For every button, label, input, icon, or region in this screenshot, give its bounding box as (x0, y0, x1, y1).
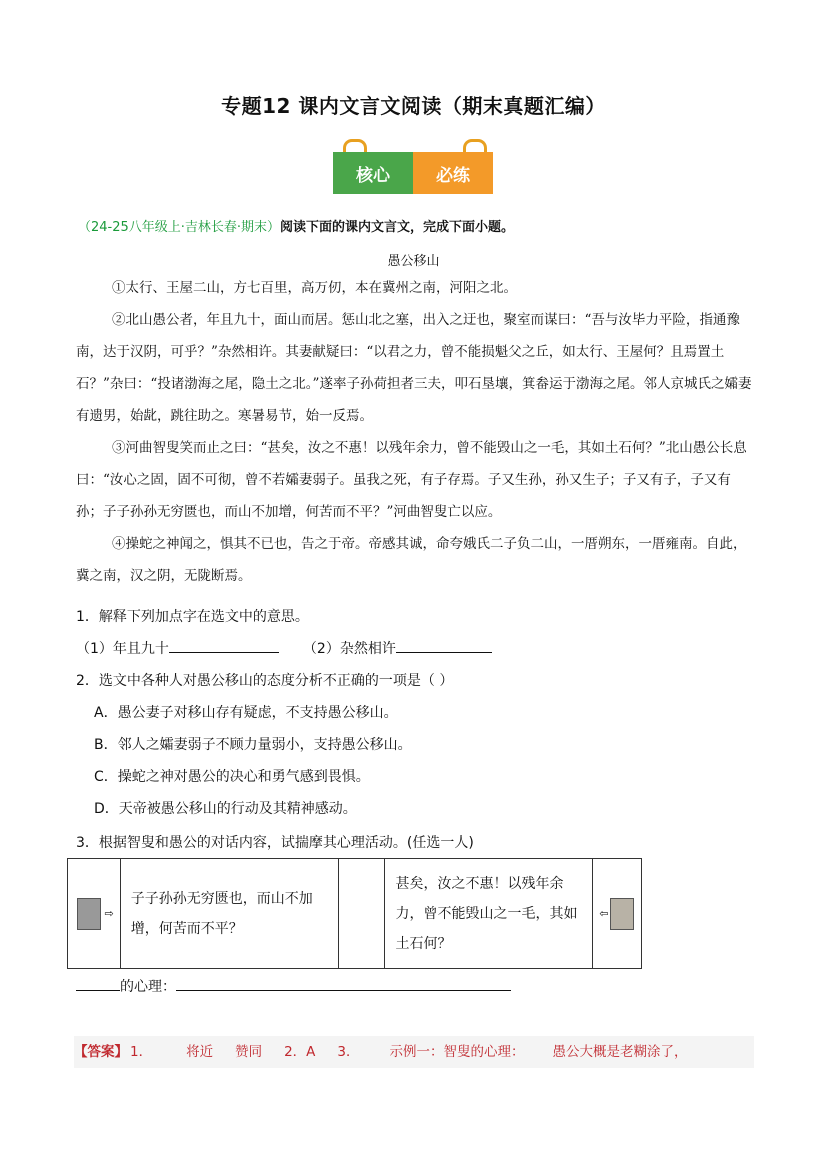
question-1-stem: 1．解释下列加点字在选文中的意思。 (76, 609, 309, 625)
arrow-right-icon: ⇨ (104, 906, 114, 920)
dialogue-table (67, 858, 642, 969)
mental-answer-line (76, 976, 511, 996)
yugong-portrait-icon (77, 898, 101, 930)
question-1-items (76, 638, 492, 658)
zhisou-quote: 甚矣，汝之不惠！以残年余力，曾不能毁山之一毛，其如土石何？ (385, 859, 593, 969)
answer-tag: 【答案】 (74, 1044, 128, 1060)
answer-item: 将近 (186, 1044, 214, 1060)
passage-paragraph-3: ③河曲智叟笑而止之曰：“甚矣，汝之不惠！以残年余力，曾不能毁山之一毛，其如土石何？”北山愚公长息曰：“汝心之固，固不可彻，曾不若孀妻弱子。虽我之死，有子存焉。子又生孙，孙又生子；子又有子，子又有孙；子子孙孙无穷匮也，而山不加增，何苦而不平？”河曲智叟亡以应。 (76, 440, 747, 520)
source-label: （24-25八年级上·吉林长春·期末） (78, 220, 281, 235)
question-3-stem: 3．根据智叟和愚公的对话内容，试揣摩其心理活动。(任选一人) (76, 835, 474, 851)
answer-blank[interactable] (396, 638, 492, 653)
answer-blank[interactable] (176, 976, 511, 991)
instruction: 阅读下面的课内文言文，完成下面小题。 (280, 220, 515, 235)
question-2-stem: 2．选文中各种人对愚公移山的态度分析不正确的一项是（ ） (76, 673, 454, 689)
badge-left: 核心 (333, 152, 413, 194)
yugong-quote: 子子孙孙无穷匮也，而山不加增，何苦而不平？ (120, 859, 338, 969)
answer-item: 示例一：智叟的心理： (389, 1044, 525, 1060)
blank-cell[interactable] (338, 859, 385, 969)
answer-item: 2．A (284, 1044, 316, 1060)
badge-right: 必练 (413, 152, 493, 194)
zhisou-portrait-icon (610, 898, 634, 930)
passage-paragraph-2: ②北山愚公者，年且九十，面山而居。惩山北之塞，出入之迂也，聚室而谋曰：“吾与汝毕力平险，指通豫南，达于汉阴，可乎？”杂然相许。其妻献疑曰：“以君之力，曾不能损魁父之丘，如太行、王屋何？且焉置土石？”杂曰：“投诸渤海之尾，隐土之北。”遂率子孙荷担者三夫，叩石垦壤，箕畚运于渤海之尾。邻人京城氏之孀妻有遗男，始龀，跳往助之。寒暑易节，始一反焉。 (76, 312, 752, 424)
passage-paragraph-1: ①太行、王屋二山，方七百里，高万仞，本在冀州之南，河阳之北。 (112, 280, 517, 296)
answer-item: 3． (337, 1044, 360, 1060)
answer-section (74, 1036, 754, 1068)
answer-item: 赞同 (235, 1044, 263, 1060)
option-b[interactable]: B．邻人之孀妻弱子不顾力量弱小，支持愚公移山。 (94, 737, 412, 753)
page-title: 专题12 课内文言文阅读（期末真题汇编） (221, 94, 606, 118)
option-a[interactable]: A．愚公妻子对移山存有疑虑，不支持愚公移山。 (94, 705, 398, 721)
answer-blank[interactable] (76, 976, 120, 991)
arrow-left-icon: ⇦ (599, 906, 609, 920)
zhisou-cell (593, 859, 642, 969)
q1-item-b: （2）杂然相许 (302, 641, 396, 657)
section-badge (333, 152, 493, 194)
yugong-cell (68, 859, 121, 969)
option-d[interactable]: D．天帝被愚公移山的行动及其精神感动。 (94, 801, 357, 817)
answer-item: 愚公大概是老糊涂了， (552, 1044, 688, 1060)
answer-blank[interactable] (169, 638, 279, 653)
option-c[interactable]: C．操蛇之神对愚公的决心和勇气感到畏惧。 (94, 769, 370, 785)
mental-label: 的心理： (120, 979, 176, 995)
passage-title: 愚公移山 (387, 254, 440, 269)
answer-item: 1． (130, 1044, 153, 1060)
q1-item-a: （1）年且九十 (76, 641, 169, 657)
passage-paragraph-4: ④操蛇之神闻之，惧其不已也，告之于帝。帝感其诚，命夸娥氏二子负二山，一厝朔东，一厝雍南。自此，冀之南，汉之阴，无陇断焉。 (76, 536, 747, 584)
question-intro (78, 216, 514, 235)
